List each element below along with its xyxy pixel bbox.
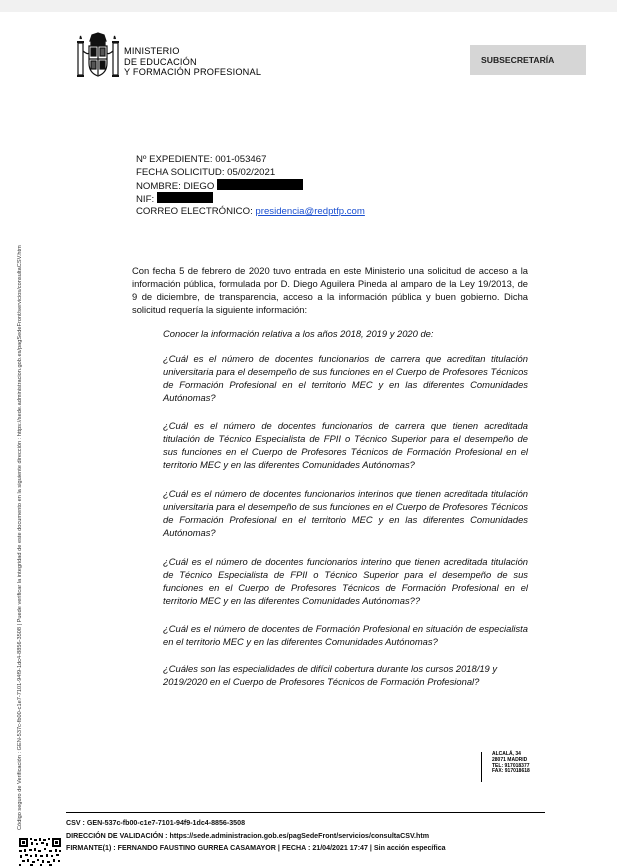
correo-label: CORREO ELECTRÓNICO: [136,206,253,217]
vertical-verification-note: Código seguro de Verificación : GEN-537c-fb00-c1e7-7101-94f9-1dc4-8856-3508 | Puede verificar la integridad de este documento en la siguiente dirección : https://sede.administracion.gob.es/pagSedeFront/servicios/consultaCSV.htm [17,245,23,830]
coat-of-arms-logo [74,31,122,83]
signature-footer [66,817,446,855]
address-line: 28071 MADRID [492,756,528,763]
ministry-line: Y FORMACIÓN PROFESIONAL [124,67,262,77]
correo-row [136,205,365,218]
nif-label: NIF: [136,194,155,205]
ministry-line: DE EDUCACIÓN [124,56,197,67]
csv-code: CSV : GEN-537c-fb00-c1e7-7101-94f9-1dc4-8856-3508 [66,819,246,827]
signer-line: FIRMANTE(1) : FERNANDO FAUSTINO GURREA CASAMAYOR | FECHA : 21/04/2021 17:47 | Sin acción específica [66,844,446,853]
fecha-solicitud: FECHA SOLICITUD: 05/02/2021 [136,167,276,178]
intro-paragraph: Con fecha 5 de febrero de 2020 tuvo entrada en este Ministerio una solicitud de acceso a la información pública, formulada por D. Diego Aguilera Pineda al amparo de la Ley 19/2013, de 9 de diciembre, de transparencia, acceso a la información pública y buen gobierno. Dicha solicitud requería la siguiente información: [132,265,528,316]
unit-badge: SUBSECRETARÍA [470,45,586,75]
request-question: ¿Cuál es el número de docentes de Formación Profesional en situación de especialista en el territorio MEC y en las diferentes Comunidades Autónomas? [163,623,528,648]
qr-code-icon [18,837,62,867]
redaction-bar [157,192,213,203]
validation-address: DIRECCIÓN DE VALIDACIÓN : https://sede.administracion.gob.es/pagSedeFront/servicios/consultaCSV.htm [66,831,430,840]
nombre-label: NOMBRE: DIEGO [136,181,215,192]
nombre-row [136,179,365,192]
nif-row [136,192,365,205]
footer-divider [66,812,545,813]
request-question: ¿Cuál es el número de docentes funcionarios de carrera que acreditan titulación universitaria para el desempeño de sus funciones en el Cuerpo de Profesores Técnicos de Formación Profesional en el territorio MEC y en las diferentes Comunidades Autónomas? [163,353,528,404]
viewer-top-bar [0,0,617,12]
redaction-bar [217,179,303,190]
request-question: Conocer la información relativa a los años 2018, 2019 y 2020 de: [163,328,434,339]
ministry-name [124,46,261,78]
office-address [481,752,530,782]
request-question: ¿Cuáles son las especialidades de difícil cobertura durante los cursos 2018/19 y 2019/2020 en el Cuerpo de Profesores Técnicos de Formación Profesional? [163,663,498,688]
email-link[interactable]: presidencia@redptfp.com [255,206,365,217]
request-question: ¿Cuál es el número de docentes funcionarios interinos que tienen acreditada titulación universitaria para el desempeño de sus funciones en el Cuerpo de Profesores Técnicos de Formación Profesional en el territorio MEC y en las diferentes Comunidades Autónomas? [163,488,528,539]
address-line: FAX: 917018618 [492,768,530,775]
address-line: ALCALÁ, 34 [492,751,521,757]
request-question: ¿Cuál es el número de docentes funcionarios de carrera que tienen acreditada titulación de Técnico Especialista de FPII o Técnico Superior para el desempeño de sus funciones en el Cuerpo de Profesores Técnicos de Formación Profesional en el territorio MEC y en las diferentes Comunidades Autónomas? [163,420,528,471]
request-metadata [136,153,365,218]
expediente: Nº EXPEDIENTE: 001-053467 [136,154,267,165]
ministry-line: MINISTERIO [124,46,180,56]
address-line: TEL: 917018377 [492,762,530,769]
request-question: ¿Cuál es el número de docentes funcionarios interino que tienen acreditada titulación de Técnico Especialista de FPII o Técnico Superior para el desempeño de sus funciones en el Cuerpo de Profesores Técnicos de Formación Profesional en el territorio MEC y en las diferentes Comunidades Autónomas?? [163,556,528,607]
